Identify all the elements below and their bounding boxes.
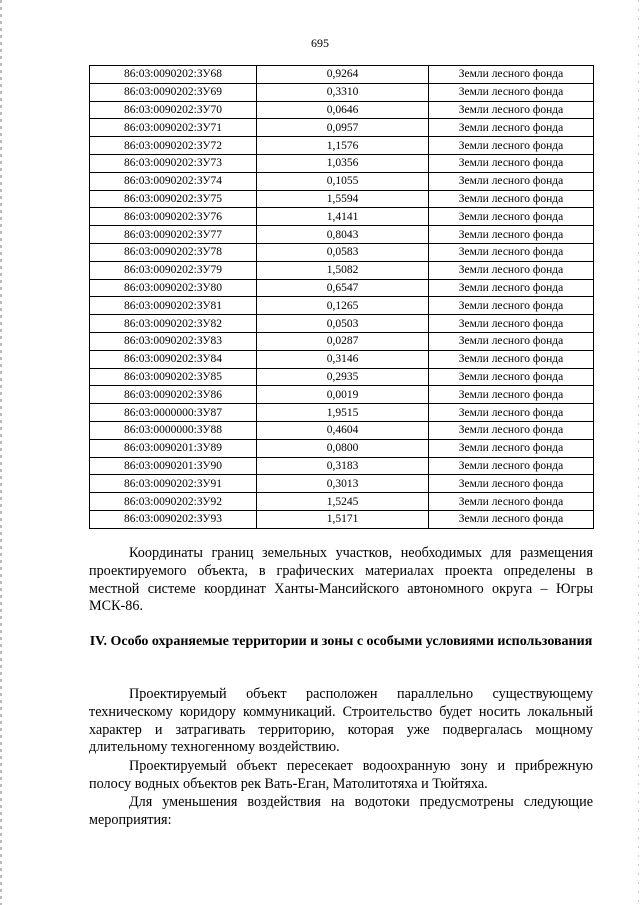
area-cell: 0,1265 bbox=[257, 297, 429, 315]
cadastral-number-cell: 86:03:0090202:ЗУ84 bbox=[90, 350, 257, 368]
land-category-cell: Земли лесного фонда bbox=[429, 154, 594, 172]
cadastral-number-cell: 86:03:0000000:ЗУ87 bbox=[90, 404, 257, 422]
table-row bbox=[90, 439, 594, 457]
land-category-cell: Земли лесного фонда bbox=[429, 332, 594, 350]
table-row bbox=[90, 83, 594, 101]
paragraph-water-protection: Проектируемый объект пересекает водоохранную зону и прибрежную полосу водных объектов рек Вать-Еган, Матолитотяха и Тюйтяха. bbox=[89, 758, 593, 792]
cadastral-number-cell: 86:03:0090202:ЗУ83 bbox=[90, 332, 257, 350]
land-category-cell: Земли лесного фонда bbox=[429, 83, 594, 101]
cadastral-number-cell: 86:03:0090202:ЗУ74 bbox=[90, 172, 257, 190]
table-row bbox=[90, 226, 594, 244]
table-row bbox=[90, 137, 594, 155]
area-cell: 0,3310 bbox=[257, 83, 429, 101]
land-category-cell: Земли лесного фонда bbox=[429, 243, 594, 261]
land-category-cell: Земли лесного фонда bbox=[429, 137, 594, 155]
table-row bbox=[90, 332, 594, 350]
cadastral-number-cell: 86:03:0090202:ЗУ71 bbox=[90, 119, 257, 137]
area-cell: 0,0957 bbox=[257, 119, 429, 137]
land-category-cell: Земли лесного фонда bbox=[429, 457, 594, 475]
cadastral-number-cell: 86:03:0090202:ЗУ72 bbox=[90, 137, 257, 155]
land-category-cell: Земли лесного фонда bbox=[429, 279, 594, 297]
table-row bbox=[90, 208, 594, 226]
cadastral-number-cell: 86:03:0090202:ЗУ73 bbox=[90, 154, 257, 172]
land-category-cell: Земли лесного фонда bbox=[429, 493, 594, 511]
land-category-cell: Земли лесного фонда bbox=[429, 190, 594, 208]
cadastral-number-cell: 86:03:0090202:ЗУ91 bbox=[90, 475, 257, 493]
cadastral-number-cell: 86:03:0090202:ЗУ78 bbox=[90, 243, 257, 261]
cadastral-number-cell: 86:03:0090202:ЗУ86 bbox=[90, 386, 257, 404]
land-category-cell: Земли лесного фонда bbox=[429, 172, 594, 190]
table-row bbox=[90, 66, 594, 84]
area-cell: 1,5082 bbox=[257, 261, 429, 279]
area-cell: 0,1055 bbox=[257, 172, 429, 190]
land-category-cell: Земли лесного фонда bbox=[429, 66, 594, 84]
table-row bbox=[90, 475, 594, 493]
land-category-cell: Земли лесного фонда bbox=[429, 368, 594, 386]
land-category-cell: Земли лесного фонда bbox=[429, 386, 594, 404]
table-row bbox=[90, 279, 594, 297]
table-row bbox=[90, 404, 594, 422]
cadastral-number-cell: 86:03:0090202:ЗУ75 bbox=[90, 190, 257, 208]
area-cell: 1,0356 bbox=[257, 154, 429, 172]
land-category-cell: Земли лесного фонда bbox=[429, 101, 594, 119]
cadastral-number-cell: 86:03:0090201:ЗУ89 bbox=[90, 439, 257, 457]
land-parcels-table-body bbox=[90, 66, 594, 529]
area-cell: 1,1576 bbox=[257, 137, 429, 155]
land-category-cell: Земли лесного фонда bbox=[429, 510, 594, 528]
scan-right-edge bbox=[638, 0, 639, 905]
table-row bbox=[90, 119, 594, 137]
table-row bbox=[90, 457, 594, 475]
cadastral-number-cell: 86:03:0090202:ЗУ80 bbox=[90, 279, 257, 297]
area-cell: 0,4604 bbox=[257, 421, 429, 439]
cadastral-number-cell: 86:03:0090202:ЗУ92 bbox=[90, 493, 257, 511]
cadastral-number-cell: 86:03:0090202:ЗУ68 bbox=[90, 66, 257, 84]
area-cell: 0,8043 bbox=[257, 226, 429, 244]
cadastral-number-cell: 86:03:0090202:ЗУ79 bbox=[90, 261, 257, 279]
area-cell: 0,0800 bbox=[257, 439, 429, 457]
area-cell: 1,9515 bbox=[257, 404, 429, 422]
area-cell: 0,9264 bbox=[257, 66, 429, 84]
land-category-cell: Земли лесного фонда bbox=[429, 297, 594, 315]
table-row bbox=[90, 421, 594, 439]
cadastral-number-cell: 86:03:0090202:ЗУ82 bbox=[90, 315, 257, 333]
land-category-cell: Земли лесного фонда bbox=[429, 226, 594, 244]
paragraph-project-location: Проектируемый объект расположен параллельно существующему техническому коридору коммуникаций. Строительство будет носить локальный характер и затрагивать территорию, которая уже подвергалась мощному длительному техногенному воздействию. bbox=[89, 686, 593, 756]
area-cell: 0,3146 bbox=[257, 350, 429, 368]
cadastral-number-cell: 86:03:0090202:ЗУ93 bbox=[90, 510, 257, 528]
area-cell: 0,0503 bbox=[257, 315, 429, 333]
table-row bbox=[90, 243, 594, 261]
table-row bbox=[90, 386, 594, 404]
page-number: 695 bbox=[311, 36, 329, 50]
scan-left-edge bbox=[0, 0, 2, 905]
area-cell: 1,5245 bbox=[257, 493, 429, 511]
land-parcels-table bbox=[89, 65, 594, 529]
land-category-cell: Земли лесного фонда bbox=[429, 315, 594, 333]
table-row bbox=[90, 315, 594, 333]
cadastral-number-cell: 86:03:0090202:ЗУ69 bbox=[90, 83, 257, 101]
land-category-cell: Земли лесного фонда bbox=[429, 119, 594, 137]
area-cell: 0,6547 bbox=[257, 279, 429, 297]
area-cell: 1,4141 bbox=[257, 208, 429, 226]
land-category-cell: Земли лесного фонда bbox=[429, 350, 594, 368]
land-category-cell: Земли лесного фонда bbox=[429, 208, 594, 226]
area-cell: 0,3013 bbox=[257, 475, 429, 493]
cadastral-number-cell: 86:03:0090202:ЗУ81 bbox=[90, 297, 257, 315]
land-category-cell: Земли лесного фонда bbox=[429, 261, 594, 279]
area-cell: 0,0287 bbox=[257, 332, 429, 350]
area-cell: 0,0646 bbox=[257, 101, 429, 119]
table-row bbox=[90, 101, 594, 119]
area-cell: 0,2935 bbox=[257, 368, 429, 386]
table-row bbox=[90, 493, 594, 511]
area-cell: 0,3183 bbox=[257, 457, 429, 475]
coordinates-paragraph: Координаты границ земельных участков, необходимых для размещения проектируемого объекта, в графических материалах проекта определены в местной системе координат Ханты-Мансийского автономного округа – Югры МСК-86. bbox=[89, 545, 593, 615]
table-row bbox=[90, 261, 594, 279]
table-row bbox=[90, 297, 594, 315]
cadastral-number-cell: 86:03:0090201:ЗУ90 bbox=[90, 457, 257, 475]
table-row bbox=[90, 510, 594, 528]
cadastral-number-cell: 86:03:0090202:ЗУ85 bbox=[90, 368, 257, 386]
area-cell: 0,0583 bbox=[257, 243, 429, 261]
land-category-cell: Земли лесного фонда bbox=[429, 439, 594, 457]
area-cell: 1,5594 bbox=[257, 190, 429, 208]
land-category-cell: Земли лесного фонда bbox=[429, 421, 594, 439]
table-row bbox=[90, 154, 594, 172]
section-heading: IV. Особо охраняемые территории и зоны с особыми условиями использования bbox=[89, 634, 593, 649]
table-row bbox=[90, 190, 594, 208]
table-row bbox=[90, 350, 594, 368]
table-row bbox=[90, 368, 594, 386]
cadastral-number-cell: 86:03:0000000:ЗУ88 bbox=[90, 421, 257, 439]
area-cell: 1,5171 bbox=[257, 510, 429, 528]
table-row bbox=[90, 172, 594, 190]
land-category-cell: Земли лесного фонда bbox=[429, 404, 594, 422]
cadastral-number-cell: 86:03:0090202:ЗУ76 bbox=[90, 208, 257, 226]
cadastral-number-cell: 86:03:0090202:ЗУ77 bbox=[90, 226, 257, 244]
area-cell: 0,0019 bbox=[257, 386, 429, 404]
paragraph-measures: Для уменьшения воздействия на водотоки предусмотрены следующие мероприятия: bbox=[89, 794, 593, 828]
land-category-cell: Земли лесного фонда bbox=[429, 475, 594, 493]
cadastral-number-cell: 86:03:0090202:ЗУ70 bbox=[90, 101, 257, 119]
